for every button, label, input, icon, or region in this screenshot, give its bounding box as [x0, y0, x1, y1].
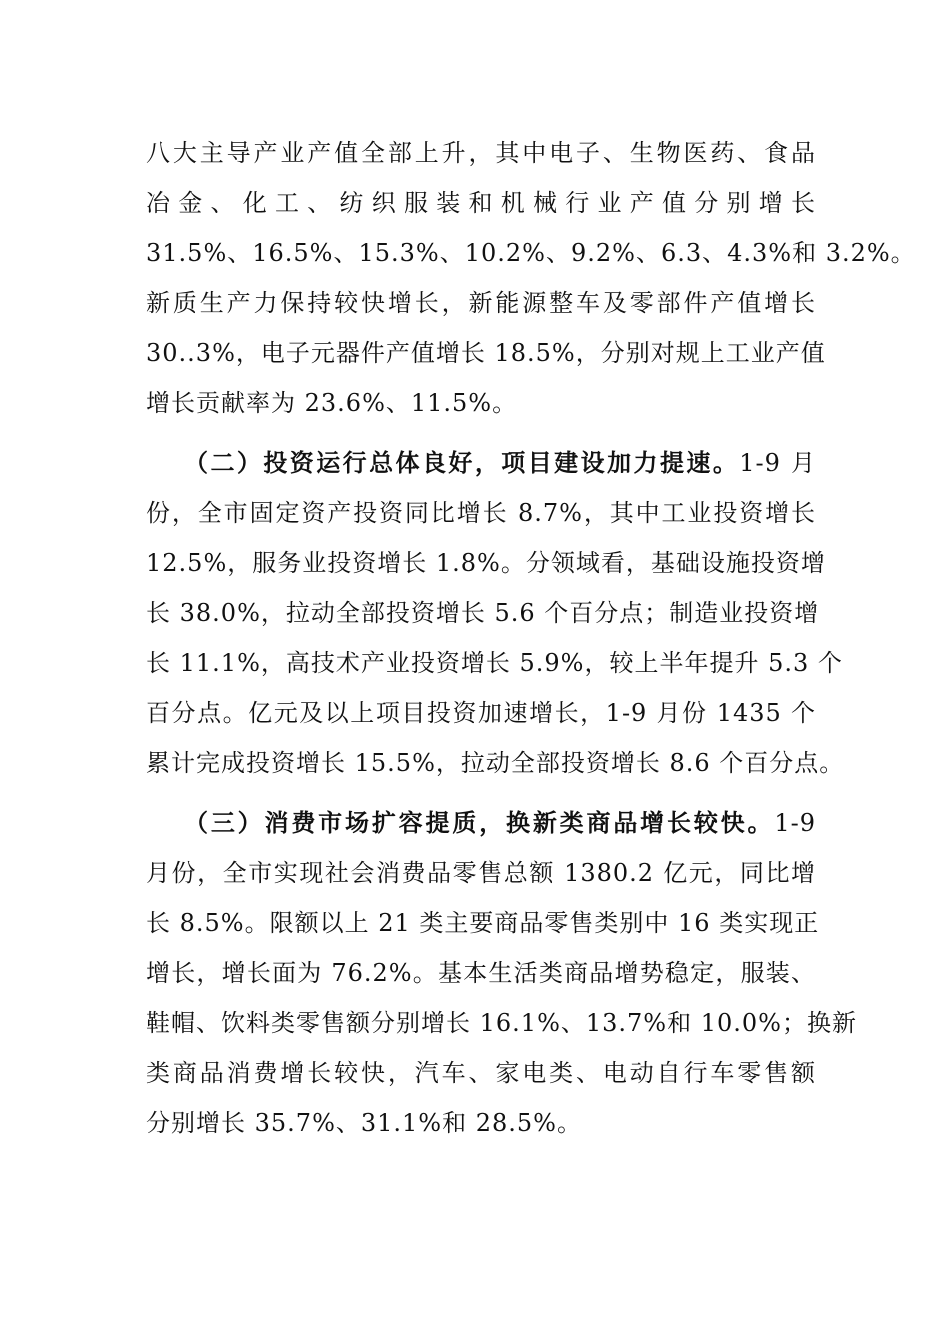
- text-line: 12.5%，服务业投资增长 1.8%。分领域看，基础设施投资增: [146, 549, 826, 577]
- text-line: 增长贡献率为 23.6%、11.5%。: [146, 389, 518, 417]
- text-line: 长 11.1%，高技术产业投资增长 5.9%，较上半年提升 5.3 个: [146, 649, 843, 677]
- text-line: 鞋帽、饮料类零售额分别增长 16.1%、13.7%和 10.0%；换新: [146, 1009, 857, 1037]
- text-line: 增长，增长面为 76.2%。基本生活类商品增势稳定，服装、: [146, 959, 816, 987]
- heading-line: [184, 446, 816, 480]
- text-line: 冶金、化工、纺织服装和机械行业产值分别增长: [146, 189, 816, 217]
- text-line: 长 8.5%。限额以上 21 类主要商品零售类别中 16 类实现正: [146, 909, 820, 937]
- text-line: 月份，全市实现社会消费品零售总额 1380.2 亿元，同比增: [146, 859, 816, 887]
- text-line: 份，全市固定资产投资同比增长 8.7%，其中工业投资增长: [146, 499, 816, 527]
- text-line: 百分点。亿元及以上项目投资加速增长，1-9 月份 1435 个: [146, 699, 816, 727]
- text-line: 长 38.0%，拉动全部投资增长 5.6 个百分点；制造业投资增: [146, 599, 820, 627]
- text-line: 累计完成投资增长 15.5%，拉动全部投资增长 8.6 个百分点。: [146, 749, 845, 777]
- section-heading: （二）投资运行总体良好，项目建设加力提速。: [184, 448, 740, 477]
- text-line: 30..3%，电子元器件产值增长 18.5%，分别对规上工业产值: [146, 339, 826, 367]
- heading-line: [184, 806, 816, 840]
- text-fragment: 1-9: [774, 809, 816, 837]
- section-heading: （三）消费市场扩容提质，换新类商品增长较快。: [184, 808, 775, 837]
- text-fragment: 1-9 月: [739, 449, 817, 477]
- text-line: 八大主导产业产值全部上升，其中电子、生物医药、食品: [146, 139, 816, 167]
- text-line: 新质生产力保持较快增长，新能源整车及零部件产值增长: [146, 289, 816, 317]
- text-line: 分别增长 35.7%、31.1%和 28.5%。: [146, 1109, 582, 1137]
- text-line: 类商品消费增长较快，汽车、家电类、电动自行车零售额: [146, 1059, 816, 1087]
- text-line: 31.5%、16.5%、15.3%、10.2%、9.2%、6.3、4.3%和 3.2%。: [146, 239, 916, 267]
